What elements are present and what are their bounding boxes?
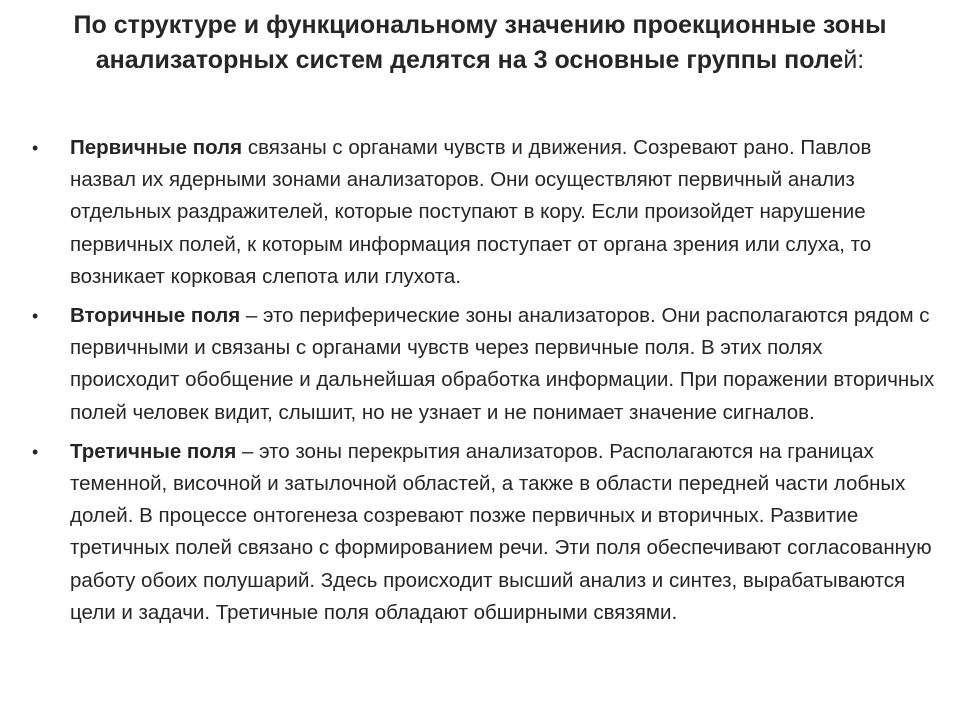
bullet-term: Вторичные поля [70, 304, 241, 328]
bullet-item-secondary-fields [30, 300, 935, 429]
bullet-item-primary-fields [30, 132, 935, 293]
bullet-text: – это зоны перекрытия анализаторов. Располагаются на границах теменной, височной и затылочной областей, а также в области передней части лобных долей. В процессе онтогенеза созревают позже первичных и вторичных. Развитие третичных полей связано с формированием речи. Эти поля обеспечивают согласованную работу обоих полушарий. Здесь происходит высший анализ и синтез, вырабатываются цели и задачи. Третичные поля обладают обширными связями. [70, 439, 932, 624]
slide-title [40, 8, 920, 78]
slide-title-tail: й: [843, 46, 865, 74]
bullet-list [30, 132, 935, 636]
bullet-marker: • [32, 306, 39, 327]
bullet-term: Третичные поля [70, 439, 237, 463]
bullet-text: связаны с органами чувств и движения. Созревают рано. Павлов назвал их ядерными зонами анализаторов. Они осуществляют первичный анализ отдельных раздражителей, которые поступают в кору. Если произойдет нарушение первичных полей, к которым информация поступает от органа зрения или слуха, то возникает корковая слепота или глухота. [70, 136, 872, 288]
bullet-text: – это периферические зоны анализаторов. Они располагаются рядом с первичными и связаны с органами чувств через первичные поля. В этих полях происходит обобщение и дальнейшая обработка информации. При поражении вторичных полей человек видит, слышит, но не узнает и не понимает значение сигналов. [70, 304, 935, 424]
bullet-item-tertiary-fields [30, 436, 935, 629]
bullet-marker: • [32, 441, 39, 462]
slide-title-bold-part: По структуре и функциональному значению проекционные зоны анализаторных систем делятся на 3 основные группы поле [73, 11, 887, 74]
bullet-term: Первичные поля [70, 136, 243, 159]
bullet-marker: • [32, 138, 39, 158]
